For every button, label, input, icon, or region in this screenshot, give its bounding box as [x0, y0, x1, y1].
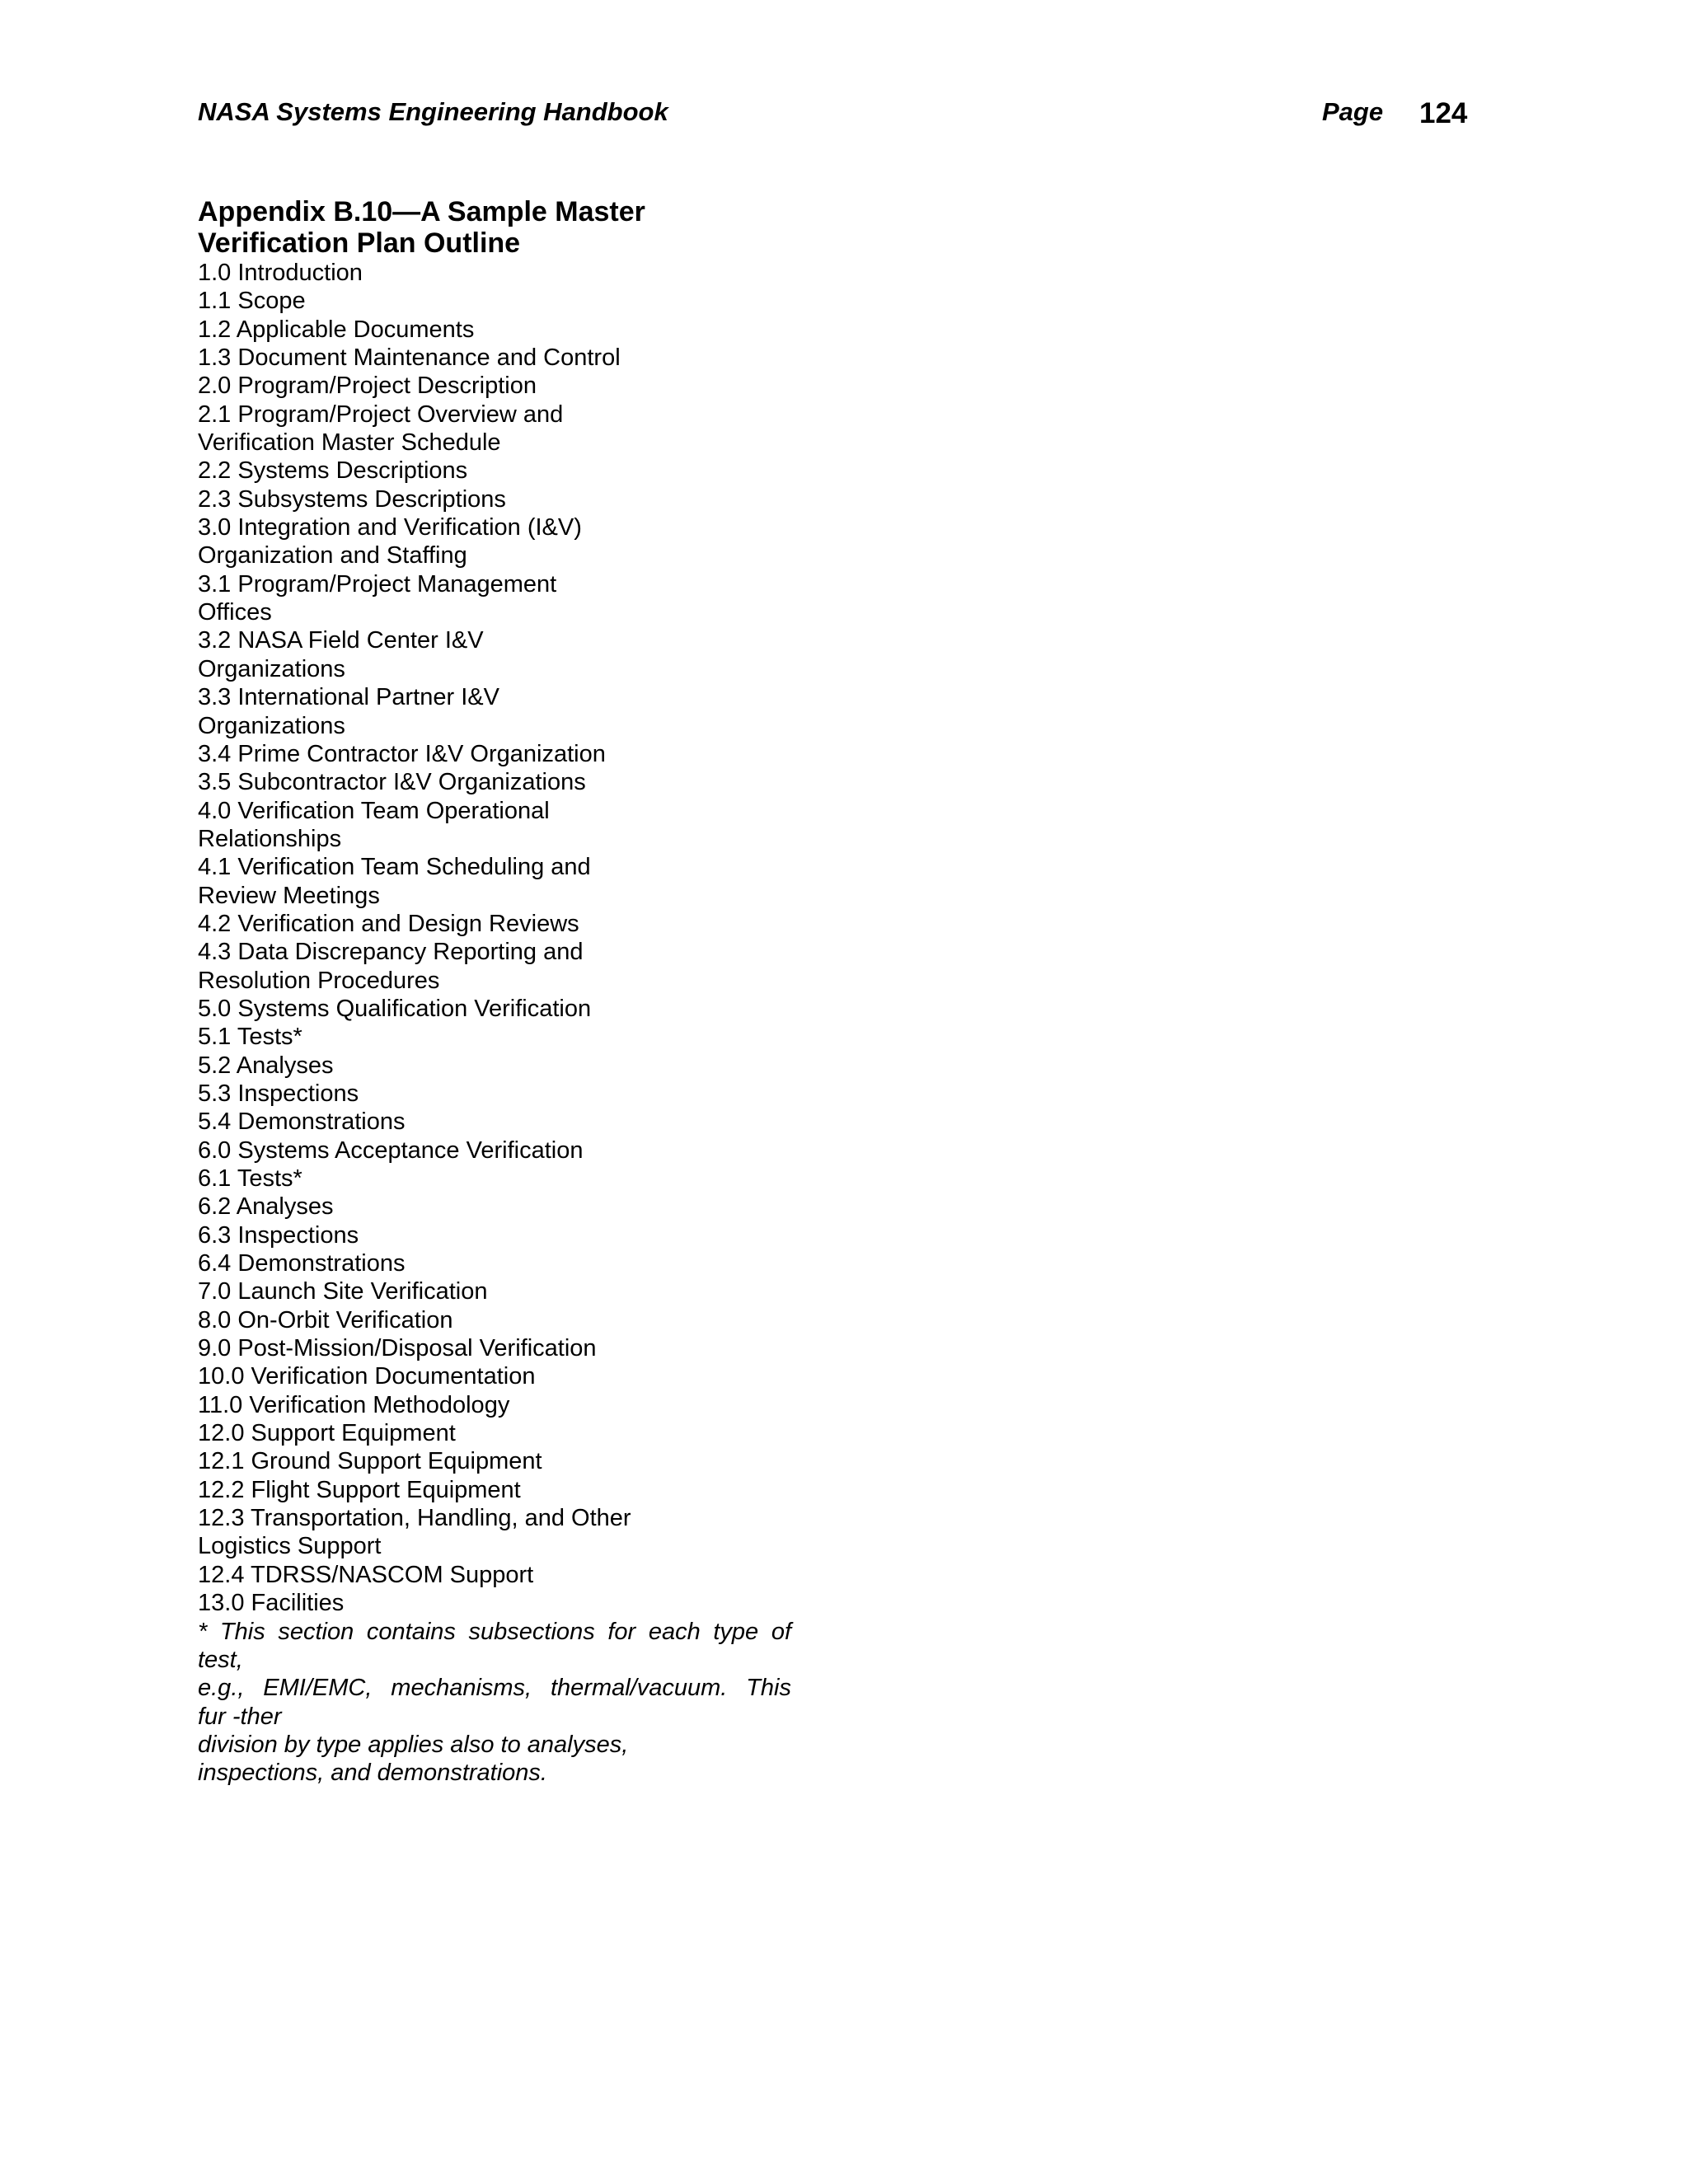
outline-line: 8.0 On-Orbit Verification — [198, 1306, 453, 1333]
footnote-line: inspections, and demonstrations. — [198, 1760, 547, 1787]
page-label: Page — [1322, 97, 1384, 126]
outline-line: 11.0 Verification Methodology — [198, 1391, 510, 1418]
outline-line: 1.1 Scope — [198, 288, 306, 315]
outline-line: 5.0 Systems Qualification Verification — [198, 995, 592, 1022]
outline-line: 4.1 Verification Team Scheduling and — [198, 854, 591, 881]
appendix-section — [198, 196, 791, 1788]
outline-line: 3.1 Program/Project Management — [198, 570, 557, 598]
appendix-title-line: Appendix B.10—A Sample Master — [198, 196, 645, 227]
outline-line: 6.4 Demonstrations — [198, 1250, 406, 1277]
outline-line: 4.3 Data Discrepancy Reporting and — [198, 939, 584, 966]
verification-plan-outline — [198, 259, 791, 1618]
outline-line: Organizations — [198, 655, 345, 682]
outline-line: 5.1 Tests* — [198, 1024, 302, 1051]
outline-line: 12.0 Support Equipment — [198, 1420, 456, 1447]
outline-line: 3.2 NASA Field Center I&V — [198, 627, 484, 654]
outline-line: 6.2 Analyses — [198, 1193, 334, 1221]
outline-line: 2.2 Systems Descriptions — [198, 457, 468, 485]
outline-line: 9.0 Post-Mission/Disposal Verification — [198, 1335, 597, 1362]
outline-line: Organizations — [198, 712, 345, 739]
outline-line: Verification Master Schedule — [198, 429, 501, 457]
outline-line: 2.0 Program/Project Description — [198, 373, 537, 400]
outline-line: 12.4 TDRSS/NASCOM Support — [198, 1561, 534, 1588]
outline-line: 4.2 Verification and Design Reviews — [198, 910, 579, 937]
outline-line: 5.2 Analyses — [198, 1052, 334, 1079]
outline-line: 6.1 Tests* — [198, 1165, 302, 1192]
footnote-line: e.g., EMI/EMC, mechanisms, thermal/vacuum. This — [198, 1675, 791, 1702]
outline-line: Resolution Procedures — [198, 967, 440, 994]
outline-line: Review Meetings — [198, 882, 380, 909]
outline-line: 7.0 Launch Site Verification — [198, 1278, 488, 1305]
outline-line: Relationships — [198, 825, 342, 852]
outline-line: 12.2 Flight Support Equipment — [198, 1476, 521, 1503]
footnote-line: fur -ther — [198, 1703, 282, 1730]
outline-line: 13.0 Facilities — [198, 1590, 345, 1617]
document-title: NASA Systems Engineering Handbook — [198, 97, 668, 126]
outline-line: Organization and Staffing — [198, 542, 467, 569]
outline-line: 4.0 Verification Team Operational — [198, 797, 550, 824]
outline-line: 10.0 Verification Documentation — [198, 1363, 536, 1390]
outline-line: 6.3 Inspections — [198, 1221, 359, 1249]
outline-line: Offices — [198, 599, 272, 626]
outline-line: 5.4 Demonstrations — [198, 1108, 406, 1136]
outline-line: 6.0 Systems Acceptance Verification — [198, 1137, 584, 1164]
appendix-title — [198, 196, 791, 259]
outline-line: 2.3 Subsystems Descriptions — [198, 485, 506, 513]
outline-line: 3.4 Prime Contractor I&V Organization — [198, 740, 606, 767]
appendix-title-line: Verification Plan Outline — [198, 227, 521, 259]
outline-line: 1.2 Applicable Documents — [198, 316, 475, 343]
outline-line: Logistics Support — [198, 1533, 382, 1560]
footnote-line: * This section contains subsections for each type of — [198, 1618, 791, 1645]
footnote-line: division by type applies also to analyses, — [198, 1731, 629, 1758]
outline-line: 5.3 Inspections — [198, 1080, 359, 1107]
outline-line: 12.3 Transportation, Handling, and Other — [198, 1505, 631, 1532]
outline-line: 3.5 Subcontractor I&V Organizations — [198, 769, 586, 796]
outline-line: 1.0 Introduction — [198, 260, 363, 286]
footnote — [198, 1618, 791, 1788]
outline-line: 12.1 Ground Support Equipment — [198, 1448, 542, 1475]
outline-line: 1.3 Document Maintenance and Control — [198, 344, 621, 372]
outline-line: 3.3 International Partner I&V — [198, 684, 499, 711]
outline-line: 2.1 Program/Project Overview and — [198, 401, 564, 428]
footnote-line: test, — [198, 1646, 243, 1673]
page-number: 124 — [1419, 97, 1468, 129]
outline-line: 3.0 Integration and Verification (I&V) — [198, 514, 582, 541]
